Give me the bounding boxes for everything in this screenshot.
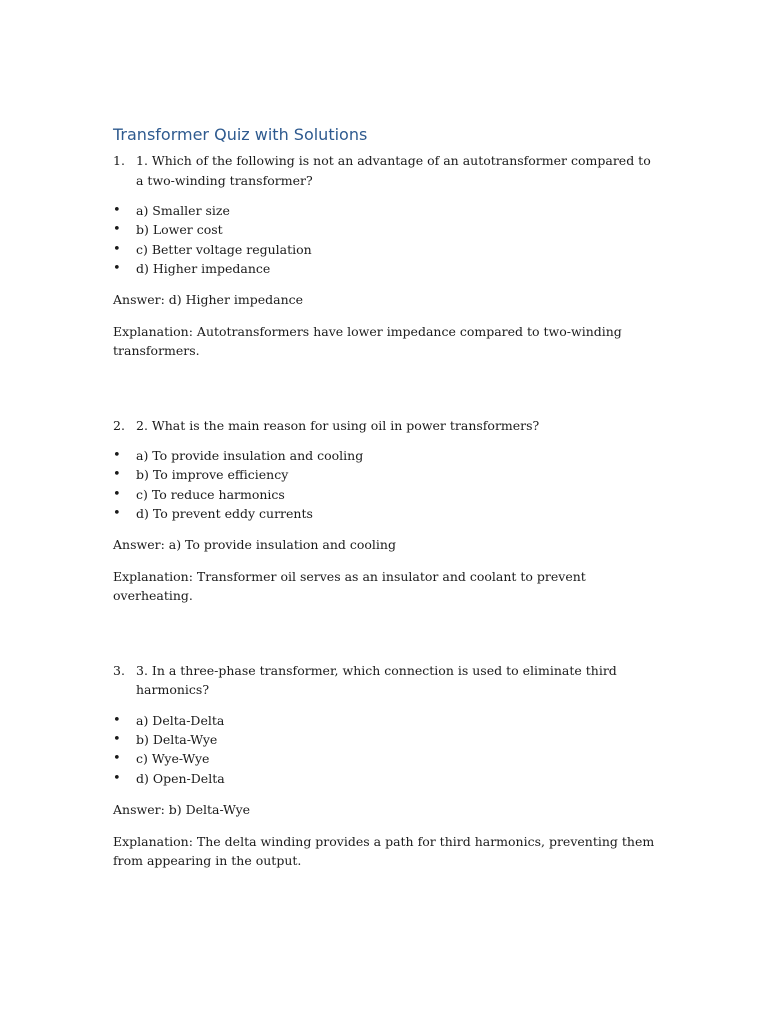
option-text: d) To prevent eddy currents [136,506,313,522]
option-item [113,730,658,749]
question-block-2 [113,416,658,606]
question-block-3 [113,661,658,871]
question-number: 3. [113,662,125,678]
bullet-icon: • [113,467,121,483]
option-item [113,240,658,259]
bullet-icon: • [113,241,121,257]
option-text: b) Lower cost [136,222,223,238]
option-item [113,749,658,768]
question-number: 1. [113,153,125,168]
question [113,151,658,190]
bullet-icon: • [113,448,121,464]
option-item [113,201,658,220]
option-list [113,201,658,278]
bullet-icon: • [113,732,121,748]
document-title: Transformer Quiz with Solutions [113,125,368,144]
option-text: b) To improve efficiency [136,467,289,483]
explanation-text: Explanation: Autotransformers have lower impedance compared to two-winding transformers. [113,323,622,359]
bullet-icon: • [113,712,121,728]
document-page [113,124,658,871]
option-text: a) Smaller size [136,203,230,218]
answer-text: Answer: d) Higher impedance [113,292,304,308]
option-item [113,769,658,788]
option-list [113,446,658,523]
question-block-1 [113,151,658,361]
explanation-text: Explanation: The delta winding provides a path for third harmonics, preventing them from appearing in the output. [113,833,655,869]
option-text: a) To provide insulation and cooling [136,448,364,464]
option-list [113,711,658,788]
option-item [113,711,658,730]
option-text: d) Open-Delta [136,770,225,786]
option-item [113,504,658,523]
explanation-text: Explanation: Transformer oil serves as an insulator and coolant to prevent overheating. [113,568,586,604]
bullet-icon: • [113,222,121,238]
bullet-icon: • [113,506,121,522]
option-text: d) Higher impedance [136,260,271,276]
answer-text: Answer: b) Delta-Wye [113,802,251,818]
bullet-icon: • [113,486,121,502]
question-text: 3. In a three-phase transformer, which connection is used to eliminate third harmonics? [136,662,617,698]
option-item [113,485,658,504]
option-item [113,446,658,465]
question-text: 2. What is the main reason for using oil in power transformers? [136,417,540,433]
option-text: a) Delta-Delta [136,712,225,728]
option-item [113,220,658,239]
bullet-icon: • [113,260,121,276]
bullet-icon: • [113,751,121,767]
option-item [113,259,658,278]
option-text: c) Wye-Wye [136,751,210,767]
question [113,416,658,436]
bullet-icon: • [113,770,121,786]
option-item [113,465,658,484]
question-number: 2. [113,417,125,433]
question [113,661,658,700]
answer-text: Answer: a) To provide insulation and cooling [113,537,396,553]
question-text: 1. Which of the following is not an advantage of an autotransformer compared to a two-winding transformer? [136,153,651,188]
bullet-icon: • [113,203,121,218]
option-text: c) To reduce harmonics [136,486,285,502]
option-text: b) Delta-Wye [136,732,218,748]
option-text: c) Better voltage regulation [136,241,312,257]
